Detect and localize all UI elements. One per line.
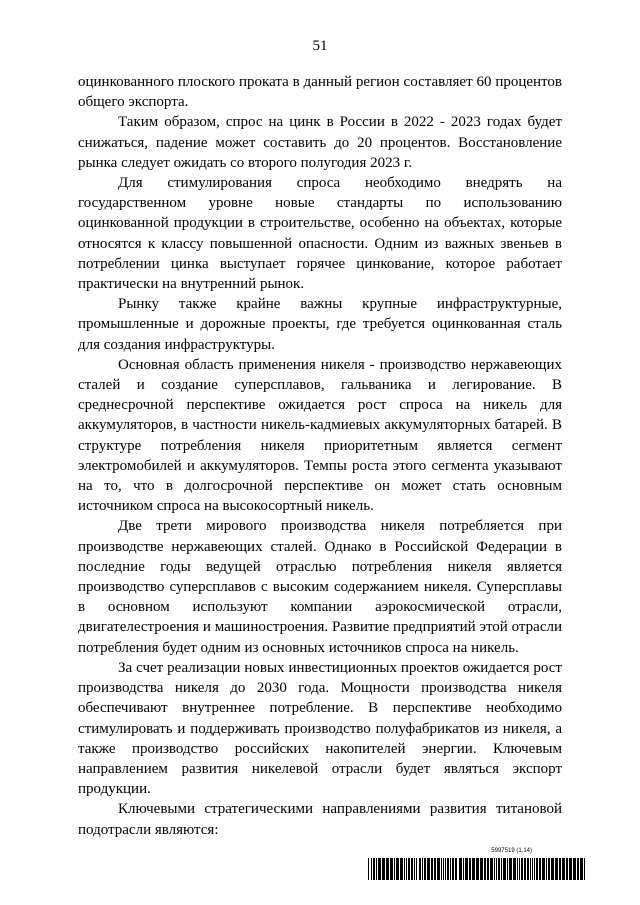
barcode	[368, 848, 588, 882]
paragraph: Две трети мирового производства никеля потребляется при производстве нержавеющих сталей. Однако в Российской Федерации в последние годы ведущей отраслью потребления никеля является производство суперсплавов с высоким содержанием никеля. Суперсплавы в основном используют компании аэрокосмической отрасли, двигателестроения и машиностроения. Развитие предприятий этой отрасли потребления будет одним из основных источников спроса на никель.	[78, 518, 562, 656]
paragraph: Основная область применения никеля - производство нержавеющих сталей и создание суперсплавов, гальваника и легирование. В среднесрочной перспективе ожидается рост спроса на никель для аккумуляторов, в частности никель-кадмиевых аккумуляторных батарей. В структуре потребления никеля приоритетным является сегмент электромобилей и аккумуляторов. Темпы роста этого сегмента указывают на то, что в долгосрочной перспективе он может стать основным источником спроса на высокосортный никель.	[78, 356, 562, 515]
paragraph: оцинкованного плоского проката в данный регион составляет 60 процентов общего экспорта.	[78, 74, 562, 111]
barcode-label: 5997519 (1.14)	[491, 848, 532, 854]
paragraph: Для стимулирования спроса необходимо внедрять на государственном уровне новые стандарты по использованию оцинкованной продукции в строительстве, особенно на объектах, которые относятся к классу повышенной опасности. Одним из важных звеньев в потреблении цинка выступает горячее цинкование, которое работает практически на внутренний рынок.	[78, 175, 562, 293]
barcode-icon	[368, 858, 588, 880]
paragraph: Рынку также крайне важны крупные инфраструктурные, промышленные и дорожные проекты, где требуется оцинкованная сталь для создания инфраструктуры.	[78, 296, 562, 353]
page-number: 51	[312, 38, 328, 54]
paragraph: Таким образом, спрос на цинк в России в 2022 - 2023 годах будет снижаться, падение может составить до 20 процентов. Восстановление рынка следует ожидать со второго полугодия 2023 г.	[78, 114, 562, 171]
paragraph: За счет реализации новых инвестиционных проектов ожидается рост производства никеля до 2030 года. Мощности производства никеля обеспечивают внутреннее потребление. В перспективе необходимо стимулировать и поддерживать производство полуфабрикатов из никеля, а также производство российских накопителей энергии. Ключевым направлением развития никелевой отрасли будет являться экспорт продукции.	[78, 659, 562, 798]
body-text	[78, 72, 562, 840]
paragraph: Ключевыми стратегическими направлениями развития титановой подотрасли являются:	[78, 801, 562, 838]
